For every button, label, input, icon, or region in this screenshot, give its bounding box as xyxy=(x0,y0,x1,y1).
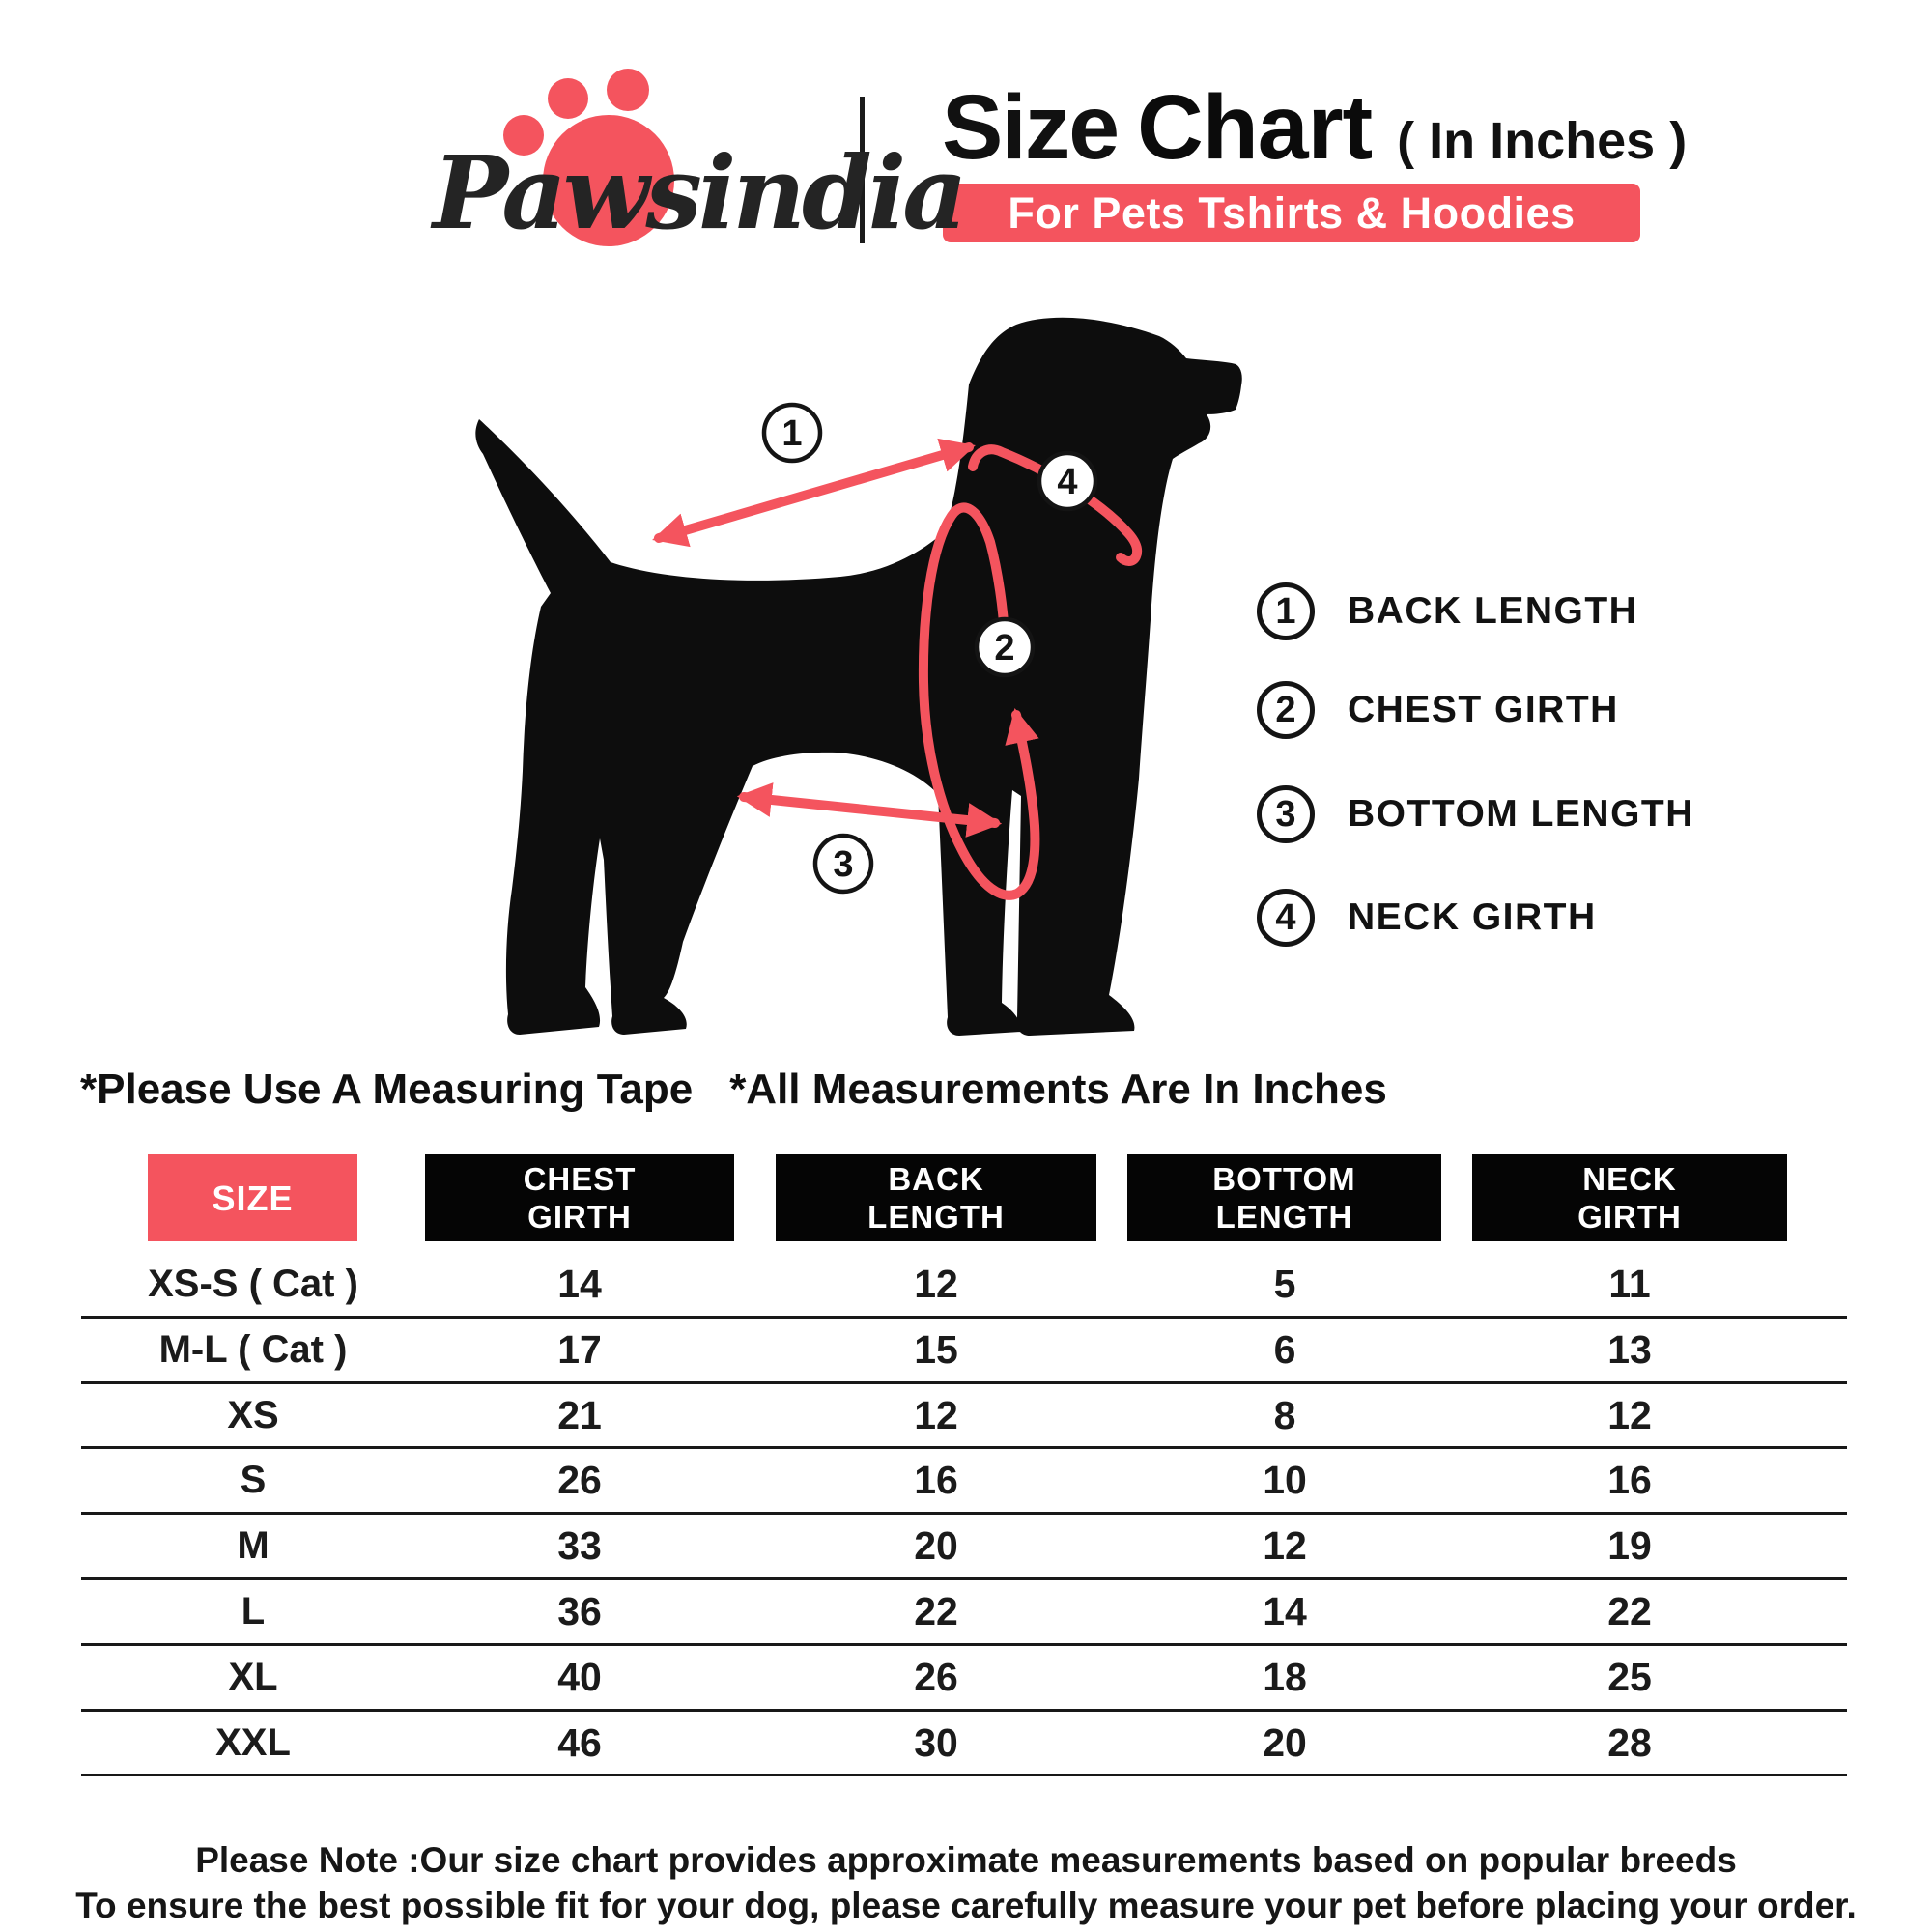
badge-chest-girth xyxy=(977,619,1033,675)
footer-line-2: To ensure the best possible fit for your dog, please carefully measure your pet before placing your order. xyxy=(75,1886,1857,1925)
paw-toe-icon xyxy=(548,78,588,119)
column-header-chest-girth xyxy=(425,1154,734,1241)
brand-name: Pawsindia xyxy=(433,133,964,252)
table-row xyxy=(81,1646,1847,1712)
dog-measurement-diagram xyxy=(464,309,1246,1053)
badge-neck-girth xyxy=(1039,453,1095,509)
cell-size: XL xyxy=(228,1655,278,1698)
cell-neck-girth: 19 xyxy=(1607,1523,1652,1569)
cell-chest-girth: 26 xyxy=(557,1458,602,1503)
table-row xyxy=(81,1449,1847,1515)
column-header-line: SIZE xyxy=(212,1178,294,1218)
cell-chest-girth: 14 xyxy=(557,1262,602,1306)
cell-back-length: 22 xyxy=(914,1588,958,1634)
cell-chest-girth: 36 xyxy=(557,1588,602,1634)
column-header-back-length xyxy=(776,1154,1096,1241)
cell-neck-girth: 22 xyxy=(1607,1588,1652,1634)
cell-bottom-length: 5 xyxy=(1273,1262,1296,1306)
column-header-neck-girth xyxy=(1472,1154,1787,1241)
column-header-line: CHEST xyxy=(523,1161,637,1197)
title-size: Size xyxy=(942,76,1119,179)
legend-num-4: 4 xyxy=(1275,896,1296,938)
cell-bottom-length: 6 xyxy=(1273,1326,1296,1372)
note-measuring-tape: *Please Use A Measuring Tape xyxy=(80,1065,694,1113)
back-length-arrow xyxy=(659,447,969,538)
table-row xyxy=(81,1384,1847,1450)
cell-size: L xyxy=(241,1589,266,1633)
cell-bottom-length: 20 xyxy=(1263,1719,1307,1765)
cell-chest-girth: 17 xyxy=(557,1326,602,1372)
measuring-notes xyxy=(80,1065,1387,1114)
column-header-line: NECK xyxy=(1582,1161,1677,1197)
cell-neck-girth: 28 xyxy=(1607,1719,1652,1765)
cell-size: XXL xyxy=(215,1720,291,1764)
cell-back-length: 15 xyxy=(914,1326,958,1372)
column-header-line: BOTTOM xyxy=(1212,1161,1356,1197)
column-header-line: LENGTH xyxy=(1215,1199,1353,1235)
paw-toe-icon xyxy=(607,69,649,111)
table-row xyxy=(81,1712,1847,1777)
legend-label-back-length: BACK LENGTH xyxy=(1348,590,1638,632)
table-row xyxy=(81,1515,1847,1580)
dog-silhouette xyxy=(475,318,1241,1036)
table-row xyxy=(81,1253,1847,1319)
badge-3-number: 3 xyxy=(833,844,854,885)
legend-num-2: 2 xyxy=(1275,689,1296,730)
cell-back-length: 16 xyxy=(914,1458,958,1503)
column-header-size xyxy=(148,1154,357,1241)
legend-num-1: 1 xyxy=(1275,590,1296,632)
note-units: *All Measurements Are In Inches xyxy=(729,1065,1387,1113)
cell-chest-girth: 33 xyxy=(557,1523,602,1569)
cell-back-length: 20 xyxy=(914,1523,958,1569)
badge-2-number: 2 xyxy=(994,628,1015,668)
cell-back-length: 30 xyxy=(914,1719,958,1765)
title-chart: Chart xyxy=(1137,76,1373,179)
cell-size: M-L ( Cat ) xyxy=(158,1327,348,1371)
legend-circle-1 xyxy=(1257,582,1315,640)
legend-label-neck-girth: NECK GIRTH xyxy=(1348,896,1597,938)
badge-4-number: 4 xyxy=(1057,462,1078,502)
cell-back-length: 12 xyxy=(914,1262,958,1306)
legend-circle-4 xyxy=(1257,889,1315,947)
column-header-line: LENGTH xyxy=(867,1199,1005,1235)
cell-size: XS xyxy=(227,1393,279,1436)
title-units: ( In Inches ) xyxy=(1397,112,1688,170)
cell-neck-girth: 12 xyxy=(1607,1392,1652,1437)
footer-disclaimer xyxy=(0,1837,1932,1928)
cell-back-length: 12 xyxy=(914,1392,958,1437)
legend-circle-2 xyxy=(1257,681,1315,739)
cell-bottom-length: 10 xyxy=(1263,1458,1307,1503)
cell-chest-girth: 21 xyxy=(557,1392,602,1437)
column-header-line: GIRTH xyxy=(1577,1199,1682,1235)
table-row xyxy=(81,1580,1847,1646)
column-header-line: BACK xyxy=(888,1161,984,1197)
legend-circle-3 xyxy=(1257,785,1315,843)
cell-chest-girth: 40 xyxy=(557,1654,602,1699)
legend-label-bottom-length: BOTTOM LENGTH xyxy=(1348,793,1694,835)
legend-label-chest-girth: CHEST GIRTH xyxy=(1348,689,1619,730)
footer-line-1: Please Note :Our size chart provides approximate measurements based on popular breeds xyxy=(195,1840,1737,1880)
size-table-body xyxy=(81,1253,1847,1776)
table-row xyxy=(81,1319,1847,1384)
cell-neck-girth: 16 xyxy=(1607,1458,1652,1503)
badge-bottom-length xyxy=(815,836,871,892)
cell-size: M xyxy=(237,1524,270,1568)
cell-chest-girth: 46 xyxy=(557,1719,602,1765)
cell-bottom-length: 14 xyxy=(1263,1588,1307,1634)
cell-back-length: 26 xyxy=(914,1654,958,1699)
cell-bottom-length: 8 xyxy=(1273,1392,1296,1437)
badge-1-number: 1 xyxy=(781,413,803,454)
category-banner: For Pets Tshirts & Hoodies xyxy=(943,184,1640,242)
legend-num-3: 3 xyxy=(1275,793,1296,835)
cell-size: S xyxy=(240,1459,267,1502)
column-header-bottom-length xyxy=(1127,1154,1441,1241)
page-title xyxy=(942,75,1687,181)
cell-size: XS-S ( Cat ) xyxy=(148,1263,358,1305)
cell-neck-girth: 11 xyxy=(1608,1262,1651,1306)
cell-bottom-length: 18 xyxy=(1263,1654,1307,1699)
column-header-line: GIRTH xyxy=(527,1199,632,1235)
cell-neck-girth: 25 xyxy=(1607,1654,1652,1699)
cell-bottom-length: 12 xyxy=(1263,1523,1307,1569)
badge-back-length xyxy=(764,405,820,461)
cell-neck-girth: 13 xyxy=(1607,1326,1652,1372)
